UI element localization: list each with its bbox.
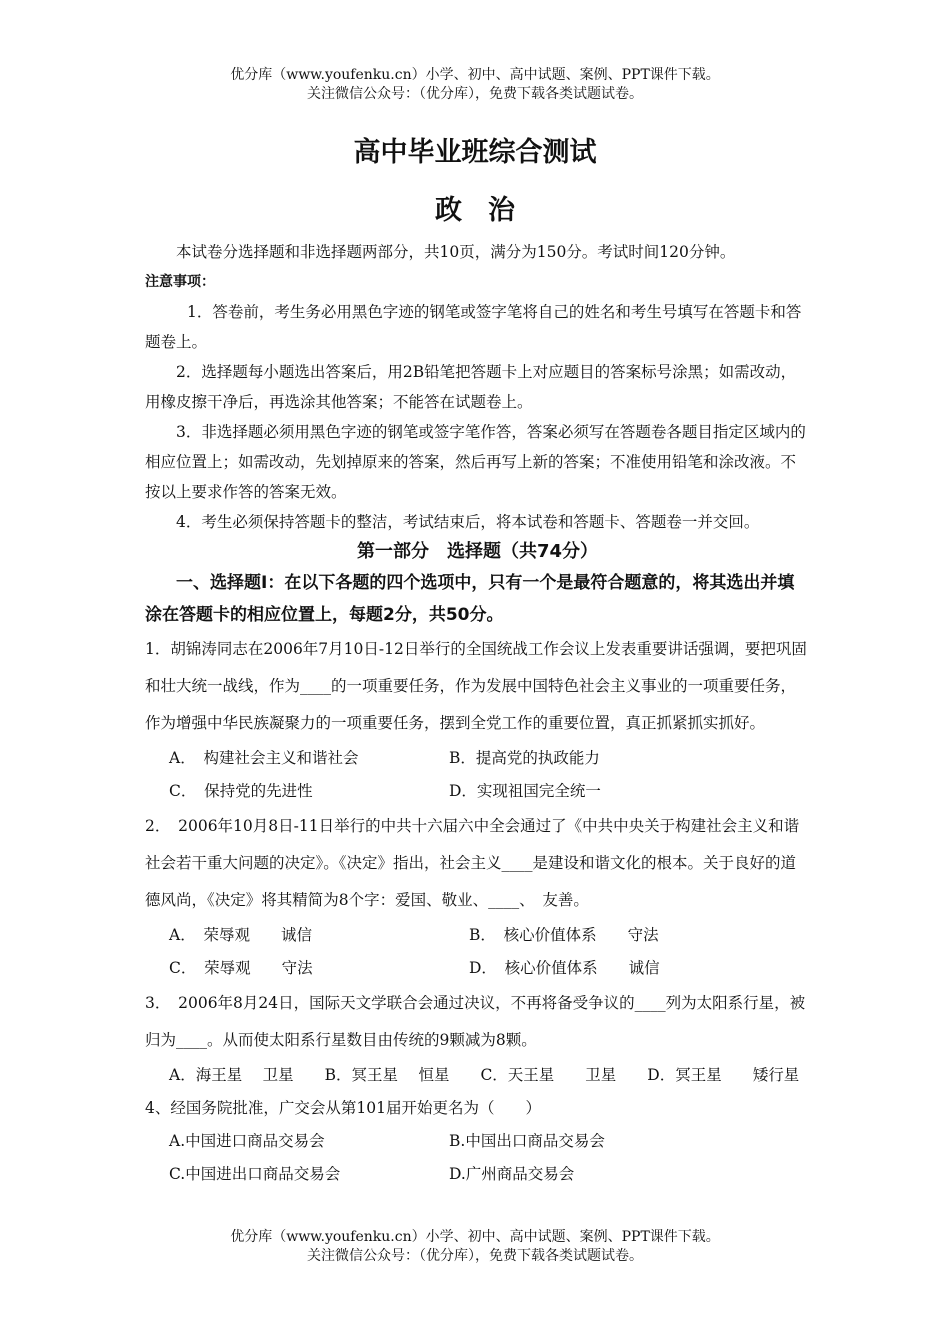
option-c: C． 荣辱观 守法 xyxy=(169,959,313,977)
exam-subject: 政治 xyxy=(435,195,541,226)
option-b: B． 核心价值体系 守法 xyxy=(469,926,659,944)
option-b: B．提高党的执政能力 xyxy=(449,749,600,767)
intro-text: 本试卷分选择题和非选择题两部分，共10页，满分为150分。考试时间120分钟。 xyxy=(176,243,736,261)
notice-item: 2．选择题每小题选出答案后，用2B铅笔把答题卡上对应题目的答案标号涂黑；如需改动，用橡皮擦干净后，再选涂其他答案；不能答在试题卷上。 xyxy=(145,363,797,411)
header-line-2: 关注微信公众号：（优分库），免费下载各类试题试卷。 xyxy=(307,86,643,102)
options-row xyxy=(145,1158,810,1191)
header-line-1: 优分库（www.youfenku.cn）小学、初中、高中试题、案例、PPT课件下载。 xyxy=(230,67,720,83)
options-row xyxy=(145,919,810,952)
question-2: 2． 2006年10月8日-11日举行的中共十六届六中全会通过了《中共中央关于构建社会主义和谐社会若干重大问题的决定》。《决定》指出，社会主义____是建设和谐文化的根本。关于良好的道德风尚，《决定》将其精简为8个字：爱国、敬业、____、 友善。 xyxy=(145,817,800,909)
notice-item: 1．答卷前，考生务必用黑色字迹的钢笔或签字笔将自己的姓名和考生号填写在答题卡和答题卷上。 xyxy=(145,303,802,351)
notice-item: 3．非选择题必须用黑色字迹的钢笔或签字笔作答，答案必须写在答题卷各题目指定区域内的相应位置上；如需改动，先划掉原来的答案，然后再写上新的答案；不准使用铅笔和涂改液。不按以上要求作答的答案无效。 xyxy=(145,423,806,501)
footer-line-1: 优分库（www.youfenku.cn）小学、初中、高中试题、案例、PPT课件下载。 xyxy=(230,1229,720,1245)
option-a: A． 构建社会主义和谐社会 xyxy=(169,749,359,767)
page-header xyxy=(0,66,950,104)
page-footer xyxy=(0,1228,950,1266)
options-row xyxy=(145,1125,810,1158)
option-d: D.广州商品交易会 xyxy=(449,1165,575,1183)
option-a: A.中国进口商品交易会 xyxy=(169,1132,325,1150)
option-b: B.中国出口商品交易会 xyxy=(449,1132,605,1150)
option-c: C.中国进出口商品交易会 xyxy=(169,1165,341,1183)
options-row: A．海王星 卫星 B．冥王星 恒星 C．天王星 卫星 D．冥王星 矮行星 xyxy=(169,1066,800,1084)
notice-label: 注意事项： xyxy=(145,274,215,290)
question-1: 1．胡锦涛同志在2006年7月10日-12日举行的全国统战工作会议上发表重要讲话强调，要把巩固和壮大统一战线，作为____的一项重要任务，作为发展中国特色社会主义事业的一项重要任务，作为增强中华民族凝聚力的一项重要任务，摆到全党工作的重要位置，真正抓紧抓实抓好。 xyxy=(145,640,807,732)
option-a: A． 荣辱观 诚信 xyxy=(169,926,312,944)
question-4: 4、经国务院批准，广交会从第101届开始更名为（ ） xyxy=(145,1099,541,1117)
notice-item: 4．考生必须保持答题卡的整洁，考试结束后，将本试卷和答题卡、答题卷一并交回。 xyxy=(176,513,760,531)
options-row xyxy=(145,742,810,775)
footer-line-2: 关注微信公众号：（优分库），免费下载各类试题试卷。 xyxy=(307,1248,643,1264)
exam-title: 高中毕业班综合测试 xyxy=(353,137,597,168)
option-c: C． 保持党的先进性 xyxy=(169,782,313,800)
part-title: 第一部分 选择题（共74分） xyxy=(356,541,599,562)
exam-body xyxy=(145,237,810,1191)
section-instruction: 一、选择题Ⅰ：在以下各题的四个选项中，只有一个是最符合题意的，将其选出并填涂在答题卡的相应位置上，每题2分，共50分。 xyxy=(145,573,795,625)
options-row xyxy=(145,775,810,808)
option-d: D． 核心价值体系 诚信 xyxy=(469,959,660,977)
options-row xyxy=(145,952,810,985)
option-d: D．实现祖国完全统一 xyxy=(449,782,601,800)
question-3: 3． 2006年8月24日，国际天文学联合会通过决议，不再将备受争议的____列为太阳系行星，被归为____。从而使太阳系行星数目由传统的9颗减为8颗。 xyxy=(145,994,806,1049)
